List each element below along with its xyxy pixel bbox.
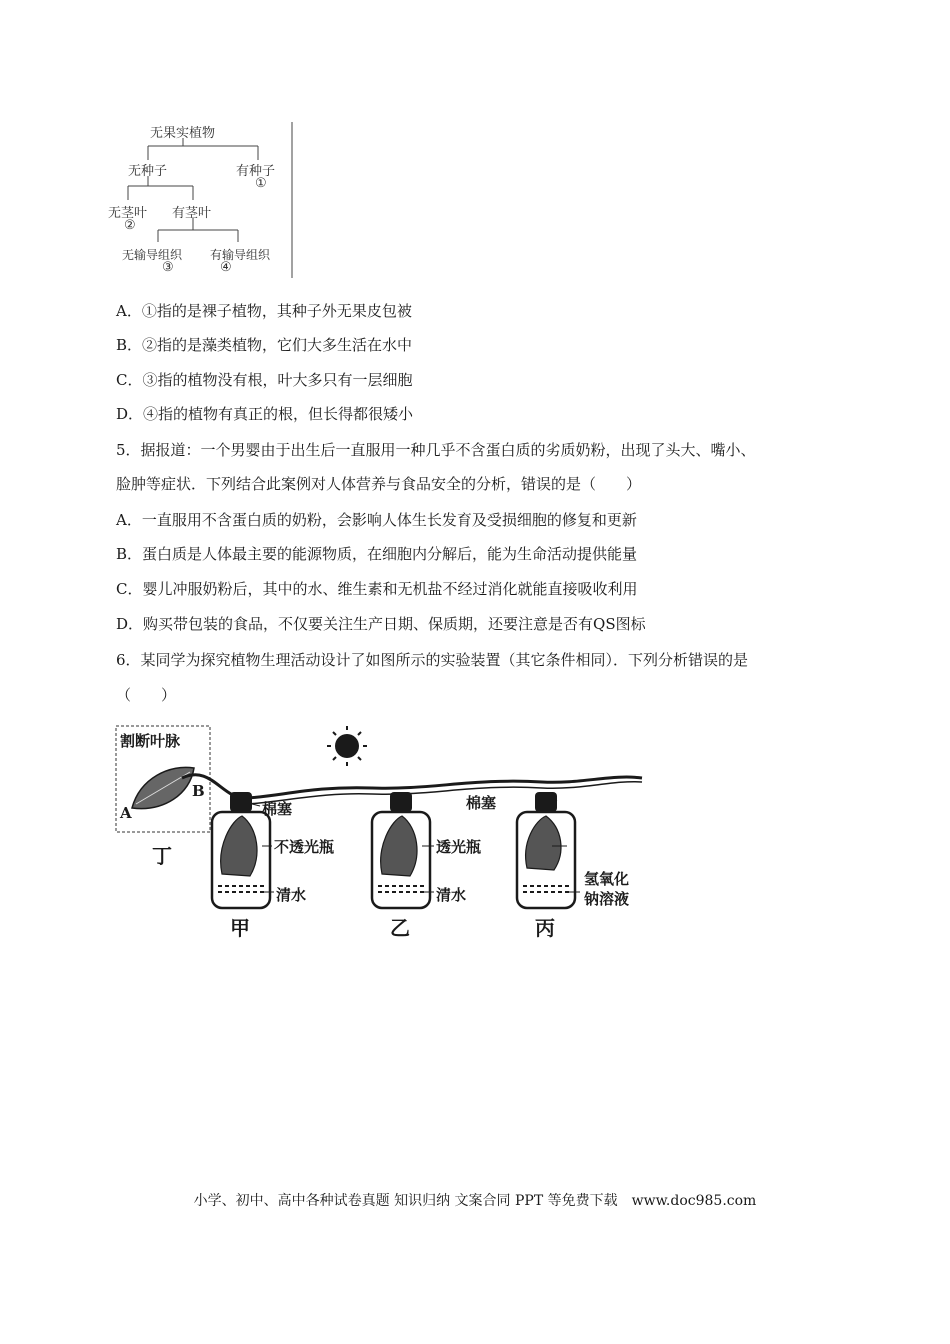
sun-icon: [327, 726, 367, 766]
tree-marker-1: ①: [255, 176, 267, 191]
experiment-figure: [112, 716, 652, 944]
q4-option-b: B．②指的是藻类植物，它们大多生活在水中: [116, 336, 413, 354]
tree-no-stem-leaf-label: 无茎叶: [108, 206, 148, 221]
cut-vein-label: 割断叶脉: [120, 732, 181, 750]
q4-option-d: D．④指的植物有真正的根，但长得都很矮小: [116, 405, 414, 423]
page-footer: 小学、初中、高中各种试卷真题 知识归纳 文案合同 PPT 等免费下载 www.doc985.com: [193, 1193, 757, 1209]
water-label-1: 清水: [276, 886, 307, 904]
q5-stem-line1: 5．据报道：一个男婴由于出生后一直服用一种几乎不含蛋白质的劣质奶粉，出现了头大、嘴小、: [116, 441, 756, 459]
q5-option-b: B．蛋白质是人体最主要的能源物质，在细胞内分解后，能为生命活动提供能量: [116, 545, 638, 563]
q5-option-a: A．一直服用不含蛋白质的奶粉，会影响人体生长发育及受损细胞的修复和更新: [116, 511, 637, 529]
jia-label: 甲: [230, 916, 250, 940]
naoh-label-line2: 钠溶液: [584, 890, 630, 908]
q5-stem-line2: 脸肿等症状．下列结合此案例对人体营养与食品安全的分析，错误的是（ ）: [116, 475, 642, 493]
tree-has-vascular-label: 有输导组织: [210, 248, 271, 262]
yi-label: 乙: [390, 916, 410, 940]
transparent-bottle-label: 透光瓶: [436, 838, 482, 856]
water-label-2: 清水: [436, 886, 467, 904]
naoh-label-line1: 氢氧化: [584, 870, 630, 888]
cotton-label-2: 棉塞: [466, 794, 497, 812]
tree-root-label: 无果实植物: [150, 126, 216, 141]
q6-stem-line2: （ ）: [116, 686, 177, 704]
tree-marker-4: ④: [220, 260, 232, 275]
q5-option-d: D．购买带包装的食品，不仅要关注生产日期、保质期，还要注意是否有QS图标: [116, 615, 646, 633]
opaque-bottle-label: 不透光瓶: [274, 838, 335, 856]
tree-no-seed-label: 无种子: [128, 164, 168, 179]
ding-label: 丁: [152, 844, 172, 868]
cotton-label-1: 棉塞: [262, 800, 293, 818]
tree-marker-2: ②: [124, 218, 136, 233]
tree-no-vascular-label: 无输导组织: [122, 248, 183, 262]
q4-option-c: C．③指的植物没有根，叶大多只有一层细胞: [116, 371, 413, 389]
experiment-drawing: [112, 716, 652, 944]
q5-option-c: C．婴儿冲服奶粉后，其中的水、维生素和无机盐不经过消化就能直接吸收利用: [116, 580, 638, 598]
point-a-label: A: [120, 804, 132, 822]
tree-has-seed-label: 有种子: [236, 164, 276, 179]
plant-classification-tree: [108, 118, 298, 280]
q6-stem-line1: 6．某同学为探究植物生理活动设计了如图所示的实验装置（其它条件相同）．下列分析错误的是: [116, 651, 749, 669]
bing-label: 丙: [535, 916, 555, 940]
tree-has-stem-leaf-label: 有茎叶: [172, 206, 212, 221]
point-b-label: B: [192, 782, 205, 800]
q4-option-a: A．①指的是裸子植物，其种子外无果皮包被: [116, 302, 412, 320]
tree-marker-3: ③: [162, 260, 174, 275]
